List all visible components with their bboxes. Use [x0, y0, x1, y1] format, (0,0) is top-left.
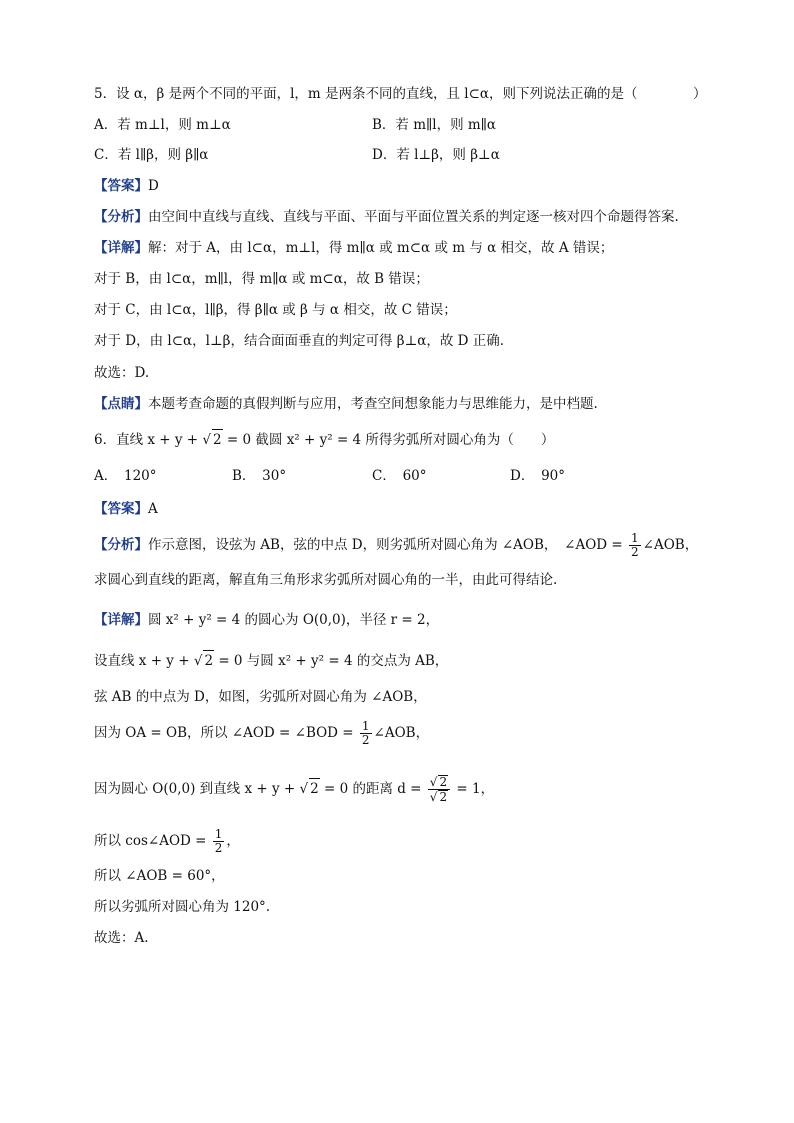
q6-analysis-line [94, 532, 698, 559]
detail-tag: 【详解】 [94, 612, 148, 628]
q5-answer-line [94, 176, 159, 196]
answer-tag: 【答案】 [94, 178, 148, 194]
q6-detail-6-part-a: 所以 cos∠AOD = [94, 833, 211, 849]
q6-detail-8: 所以劣弧所对圆心角为 120°. [94, 899, 271, 915]
detail-tag: 【详解】 [94, 240, 148, 256]
q5-analysis: 由空间中直线与直线、直线与平面、平面与平面位置关系的判定逐一核对四个命题得答案. [148, 209, 679, 225]
q6-detail-5-part-c: = 1， [452, 781, 495, 797]
q6-detail-2-part-a: 设直线 x + y + [94, 653, 194, 669]
q6-detail-6-part-b: ， [226, 833, 240, 849]
q6-detail-5-part-a: 因为圆心 O(0,0) 到直线 x + y + [94, 781, 300, 797]
q5-comment-line [94, 394, 598, 414]
q6-detail-2 [94, 650, 448, 671]
q6-detail-4-part-a: 因为 OA = OB，所以 ∠AOD = ∠BOD = [94, 725, 358, 741]
q6-detail-7: 所以 ∠AOB = 60°， [94, 868, 225, 884]
fraction-denominator: 2 [361, 733, 370, 747]
comment-tag: 【点睛】 [94, 396, 148, 412]
q6-detail-6 [94, 828, 240, 855]
q5-choose: 故选：D. [94, 365, 150, 381]
fraction-denominator: 2 [214, 841, 223, 855]
q6-option-b: B． 30° [232, 468, 287, 484]
analysis-tag: 【分析】 [94, 537, 148, 553]
sqrt-radicand: 2 [203, 650, 214, 671]
q6-detail-4-part-b: ∠AOB， [373, 725, 430, 741]
fraction-half [629, 532, 641, 559]
q6-analysis-2: 求圆心到直线的距离，解直角三角形求劣弧所对圆心角的一半，由此可得结论. [94, 572, 558, 588]
sqrt-symbol: √ [193, 653, 203, 669]
fraction-denominator: 2 [631, 545, 639, 559]
sqrt-radicand: 2 [309, 778, 320, 799]
q6-choose: 故选：A. [94, 930, 149, 946]
q5-answer: D [148, 178, 159, 194]
q5-detail-2: 对于 B，由 l⊂α，m∥l，得 m∥α 或 m⊂α，故 B 错误； [94, 271, 429, 287]
q5-detail-1: 解：对于 A，由 l⊂α，m⊥l，得 m∥α 或 m⊂α 或 m 与 α 相交，故 A 错误； [148, 240, 614, 256]
sqrt-symbol: √ [202, 432, 212, 448]
q5-option-a: A．若 m⊥l，则 m⊥α [94, 117, 231, 133]
q6-option-a: A． 120° [94, 468, 157, 484]
q6-option-d: D． 90° [510, 468, 566, 484]
q6-analysis-a: 作示意图，设弦为 AB，弦的中点 D，则劣弧所对圆心角为 ∠AOB， ∠AOD = [148, 537, 628, 553]
q5-detail-line-1 [94, 238, 613, 258]
q6-detail-5 [94, 775, 494, 804]
q6-detail-3: 弦 AB 的中点为 D，如图，劣弧所对圆心角为 ∠AOB， [94, 689, 427, 705]
q5-close-paren: ） [693, 86, 707, 102]
q5-stem: 5．设 α，β 是两个不同的平面，l，m 是两条不同的直线，且 l⊂α，则下列说法正确的是（ [94, 86, 638, 102]
fraction-numerator: 1 [214, 827, 223, 841]
q6-stem-part-a: 6．直线 x + y + [94, 432, 203, 448]
fraction-numerator: √ 2 [428, 775, 450, 790]
q6-stem-part-b: = 0 截圆 x² + y² = 4 所得劣弧所对圆心角为（ ） [222, 432, 555, 448]
q6-detail-1: 圆 x² + y² = 4 的圆心为 O(0,0)，半径 r = 2， [148, 612, 440, 628]
q6-detail-5-part-b: = 0 的距离 d = [319, 781, 426, 797]
q6-answer-line [94, 499, 158, 519]
fraction-half [213, 828, 225, 855]
analysis-tag: 【分析】 [94, 209, 148, 225]
q6-detail-4 [94, 720, 429, 747]
q5-option-c: C．若 l∥β，则 β∥α [94, 147, 209, 163]
q5-comment: 本题考查命题的真假判断与应用，考查空间想象能力与思维能力，是中档题. [148, 396, 598, 412]
q6-option-c: C． 60° [372, 468, 427, 484]
fraction-numerator: 1 [631, 531, 639, 545]
fraction-numerator: 1 [361, 719, 370, 733]
q6-stem [94, 429, 554, 450]
fraction-denominator: √ 2 [429, 790, 448, 804]
q6-answer: A [148, 501, 158, 517]
sqrt-radicand: 2 [439, 775, 448, 789]
q5-option-d: D．若 l⊥β，则 β⊥α [372, 147, 500, 163]
sqrt-radicand: 2 [439, 790, 448, 804]
sqrt-symbol: √ [299, 781, 309, 797]
answer-tag: 【答案】 [94, 501, 148, 517]
q5-analysis-line [94, 207, 679, 227]
q6-stem-sqrt: 2 [212, 429, 223, 450]
q6-analysis-b: ∠AOB， [642, 537, 699, 553]
fraction-distance [428, 775, 450, 804]
q5-detail-3: 对于 C，由 l⊂α，l∥β，得 β∥α 或 β 与 α 相交，故 C 错误； [94, 302, 457, 318]
q6-detail-line-1 [94, 610, 439, 630]
q6-detail-2-part-b: = 0 与圆 x² + y² = 4 的交点为 AB， [214, 653, 449, 669]
q5-detail-4: 对于 D，由 l⊂α，l⊥β，结合面面垂直的判定可得 β⊥α，故 D 正确. [94, 333, 505, 349]
fraction-half [360, 720, 372, 747]
q5-option-b: B．若 m∥l，则 m∥α [372, 117, 497, 133]
